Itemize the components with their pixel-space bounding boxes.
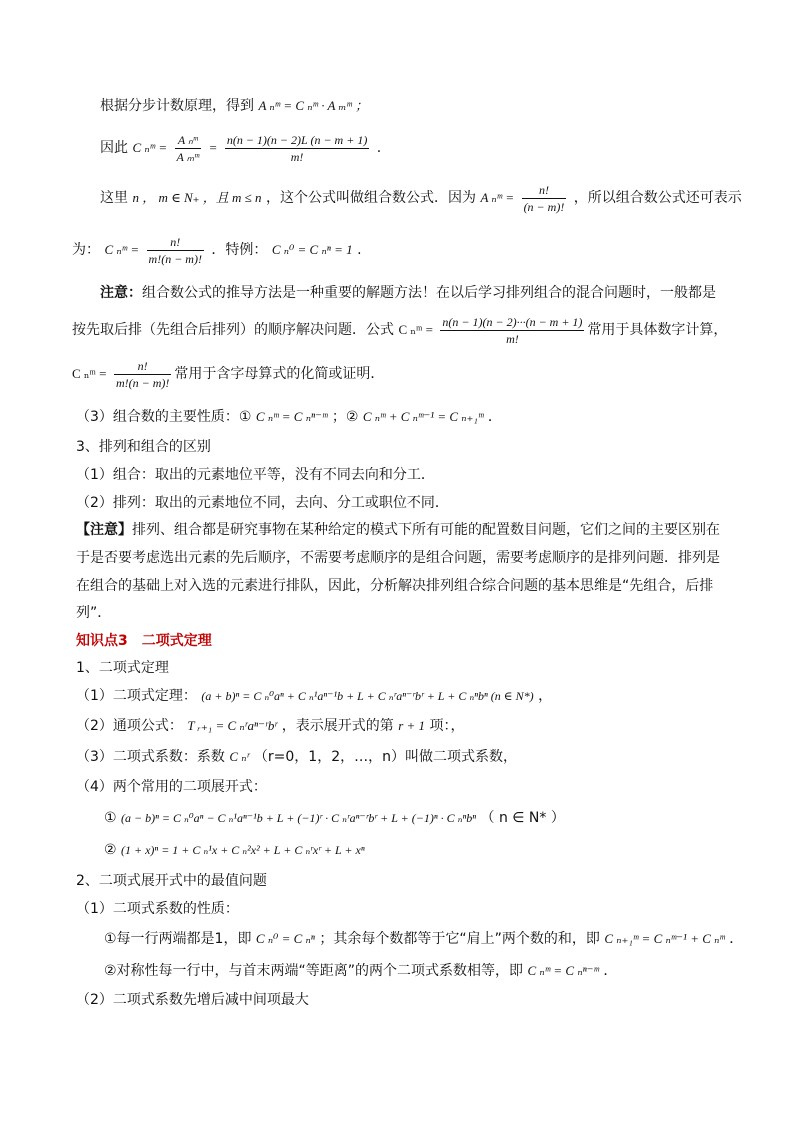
text: 常用于具体数字计算，	[587, 322, 728, 338]
fraction: $\frac{n!}{m!(n - m)!}$	[115, 358, 170, 390]
fraction: $\frac{n(n - 1)(n - 2)L (n - m + 1)}{m!}$	[226, 132, 368, 164]
fraction: $\frac{n(n - 1)(n - 2)\cdot\cdot\cdot(n - m + 1)}{m!}$	[442, 314, 583, 346]
text: ，这个公式叫做组合数公式．因为	[265, 190, 476, 206]
text-line	[100, 180, 742, 216]
text: ，	[538, 688, 553, 704]
formula: C ₙᵐ = C ₙⁿ⁻ᵐ	[255, 409, 328, 424]
text-line: （2）二项式系数先增后减中间项最大	[76, 992, 309, 1008]
formula: C ₙ⁰ = C ₙⁿ = 1	[271, 242, 353, 257]
text-line	[104, 808, 565, 828]
text-line: 于是否要考虑选出元素的先后顺序，不需要考虑顺序的是组合问题，需要考虑顺序的是排列问题．排列是	[76, 550, 720, 566]
text-line	[104, 840, 365, 860]
text: ．	[603, 963, 618, 979]
text-line: 在组合的基础上对入选的元素进行排队，因此，分析解决排列组合综合问题的基本思维是“先组合，后排	[76, 578, 714, 594]
text: ．	[487, 409, 502, 425]
text: （3）二项式系数：系数	[76, 749, 225, 765]
formula: C ₙ⁰ = C ₙⁿ	[255, 931, 315, 946]
text-line	[76, 716, 465, 736]
heading: 2、二项式展开式中的最值问题	[76, 873, 267, 889]
text: ②	[104, 842, 117, 858]
formula: C ₙᵐ =	[104, 242, 140, 257]
text: 按先取后排（先组合后排列）的顺序解决问题．公式	[72, 322, 394, 338]
text: ．	[729, 931, 744, 947]
text-line: （1）二项式系数的性质：	[76, 901, 239, 917]
note-label: 注意：	[100, 285, 142, 301]
text-line	[100, 283, 716, 303]
attention-label: 【注意】	[76, 522, 132, 538]
text-line: 为： C ₙᵐ = $\frac{n!}{m!(n - m)!}$ ．特例： C ₙ⁰ = C ₙⁿ = 1 .	[72, 234, 362, 266]
formula: (1 + x)ⁿ = 1 + C ₙ¹x + C ₙ²x² + L + C ₙʳxʳ + L + xⁿ	[121, 843, 365, 857]
fraction: $\frac{\text{A ₙᵐ}}{\text{A ₘᵐ}}$	[176, 132, 200, 164]
text-line	[76, 407, 502, 427]
text: （ n ∈ N* ）	[480, 810, 565, 826]
text-line	[76, 520, 720, 540]
text-line	[104, 929, 743, 949]
text-line: 列”．	[76, 605, 112, 621]
text: ①每一行两端都是1，即	[104, 931, 252, 947]
text-line: （2）排列：取出的元素地位不同，去向、分工或职位不同．	[76, 495, 449, 511]
text: ；②	[331, 409, 359, 425]
text: ，所以组合数公式还可表示	[573, 190, 742, 206]
text: 常用于含字母算式的化简或证明．	[174, 366, 385, 382]
text: （r=0，1，2，…，n）叫做二项式系数，	[253, 749, 517, 765]
text: （3）组合数的主要性质：①	[76, 409, 252, 425]
heading: 3、排列和组合的区别	[76, 439, 211, 455]
formula: A ₙᵐ = C ₙᵐ · A ₘᵐ ；	[258, 98, 369, 113]
text: ；其余每个数都等于它“肩上”两个数的和，即	[319, 931, 600, 947]
formula: T ᵣ₊₁ = C ₙʳaⁿ⁻ʳbʳ	[187, 718, 278, 733]
text: （2）通项公式：	[76, 718, 183, 734]
formula: C ₙᵐ = C ₙⁿ⁻ᵐ	[527, 963, 599, 978]
text: 根据分步计数原理，得到	[100, 98, 254, 114]
text: ，表示展开式的第	[281, 718, 394, 734]
formula: n ， m ∈ N₊ ，且 m ≤ n	[132, 190, 262, 205]
formula: C ₙᵐ + C ₙᵐ⁻¹ = C ₙ₊₁ᵐ	[362, 409, 484, 424]
text-line: 因此 C ₙᵐ = $\frac{\text{A ₙᵐ}}{\text{A ₘᵐ}}$ = $\frac{n(n - 1)(n - 2)L (n - m + 1)}{m!}$ .	[100, 132, 382, 164]
formula: C ₙᵐ =	[72, 366, 107, 381]
text-line	[72, 312, 727, 348]
text: 排列、组合都是研究事物在某种给定的模式下所有可能的配置数目问题，它们之间的主要区别在	[132, 522, 720, 538]
text-line	[72, 356, 384, 392]
text: ①	[104, 810, 117, 826]
text-line	[104, 961, 617, 981]
text: 这里	[100, 190, 128, 206]
fraction: $\frac{n!}{m!(n - m)!}$	[148, 234, 202, 266]
formula: C ₙʳ	[229, 749, 250, 764]
formula: C ₙᵐ =	[132, 140, 168, 155]
heading: 1、二项式定理	[76, 660, 169, 676]
text-line: （4）两个常用的二项展开式：	[76, 779, 267, 795]
formula: C ₙ₊₁ᵐ = C ₙᵐ⁻¹ + C ₙᵐ	[604, 931, 725, 946]
text-line	[76, 747, 517, 767]
text-line	[76, 686, 552, 706]
fraction: $\frac{n!}{(n - m)!}$	[523, 182, 565, 214]
text: （1）二项式定理：	[76, 688, 197, 704]
text: ②对称性每一行中，与首末两端“等距离”的两个二项式系数相等，即	[104, 963, 524, 979]
formula: r + 1	[398, 718, 426, 733]
text: 组合数公式的推导方法是一种重要的解题方法！在以后学习排列组合的混合问题时，一般都是	[142, 285, 716, 301]
text: 项：，	[429, 718, 465, 734]
text: ．特例：	[211, 242, 268, 258]
text-line: （1）组合：取出的元素地位平等，没有不同去向和分工．	[76, 467, 435, 483]
section-title: 知识点3 二项式定理	[76, 633, 212, 649]
formula: (a + b)ⁿ = C ₙ⁰aⁿ + C ₙ¹aⁿ⁻¹b + L + C ₙʳaⁿ⁻ʳbʳ + L + C ₙⁿbⁿ (n ∈ N*)	[201, 689, 534, 703]
text: 因此	[100, 140, 128, 156]
formula: A ₙᵐ =	[480, 190, 515, 205]
formula: (a − b)ⁿ = C ₙ⁰aⁿ − C ₙ¹aⁿ⁻¹b + L + (−1)ʳ · C ₙʳaⁿ⁻ʳbʳ + L + (−1)ⁿ · C ₙⁿbⁿ	[121, 811, 477, 825]
text-line	[100, 96, 368, 116]
text: 为：	[72, 242, 100, 258]
formula: C ₙᵐ =	[398, 322, 433, 337]
